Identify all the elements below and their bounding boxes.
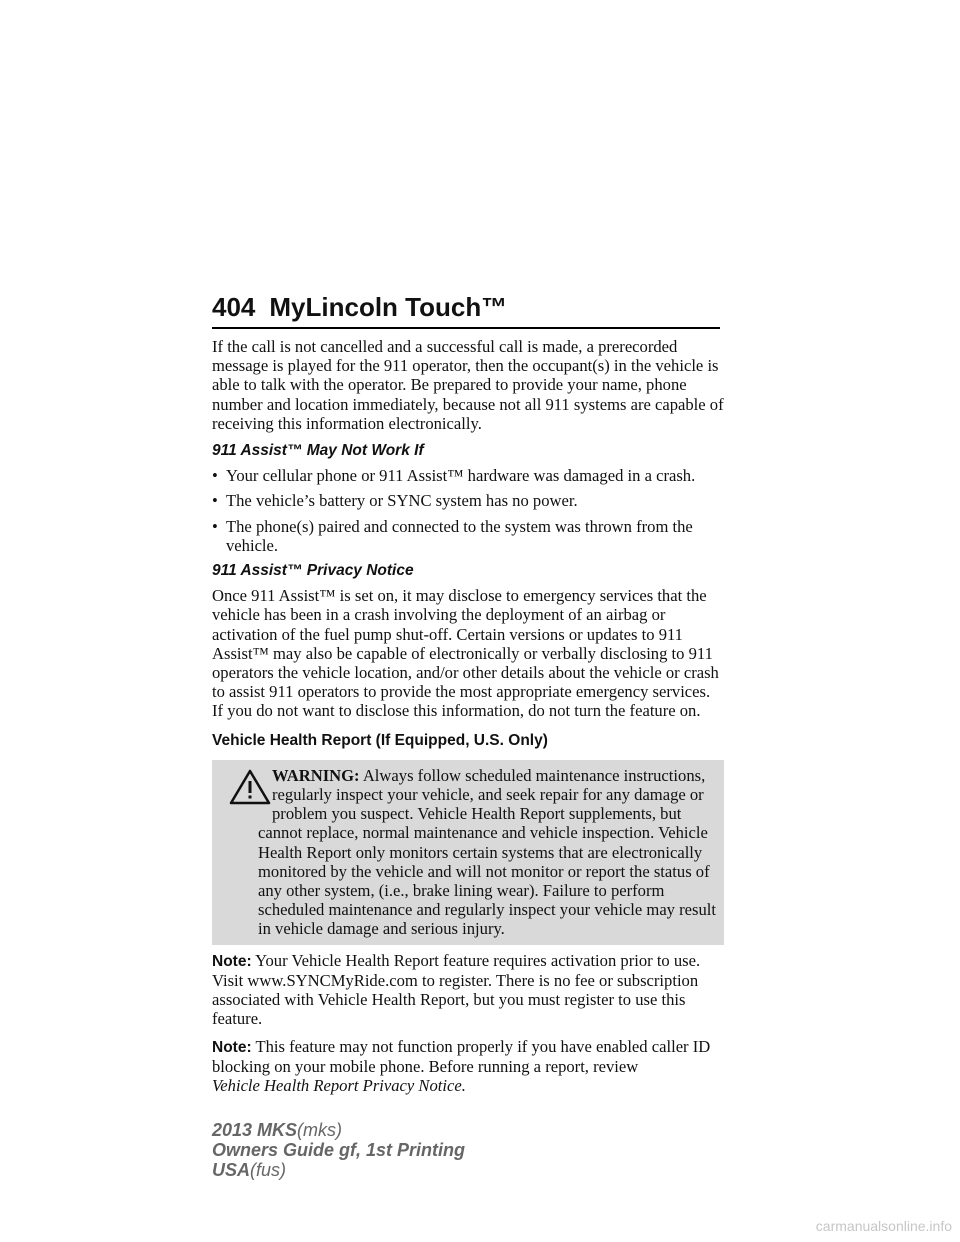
footer-line-model xyxy=(212,1120,465,1140)
warning-text: Always follow scheduled maintenance instructions, regularly inspect your vehicle, and seek repair for any damage or problem you suspect. Vehicle Health Report supplements, but cannot replace, normal maintenance and vehicle inspection. Vehicle Health Report only monitors certain systems that are electronically monitored by the vehicle and will not monitor or report the status of any other system, (i.e., brake lining wear). Failure to perform scheduled maintenance and regularly inspect your vehicle may result in vehicle damage and serious injury. xyxy=(258,765,716,939)
chapter-title: MyLincoln Touch™ xyxy=(269,292,508,322)
warning-label: WARNING: xyxy=(272,765,360,785)
page-content xyxy=(212,337,724,1103)
subhead-privacy-notice: 911 Assist™ Privacy Notice xyxy=(212,562,414,580)
page-header xyxy=(212,292,720,329)
footer-region: USA xyxy=(212,1160,251,1180)
note-text: This feature may not function properly if you have enabled caller ID blocking on your mobile phone. Before running a report, review xyxy=(212,1036,711,1076)
subhead-may-not-work: 911 Assist™ May Not Work If xyxy=(212,442,424,460)
list-item: • The vehicle’s battery or SYNC system has no power. xyxy=(212,491,724,510)
privacy-notice-reference: Vehicle Health Report Privacy Notice. xyxy=(212,1075,466,1095)
privacy-paragraph: Once 911 Assist™ is set on, it may disclose to emergency services that the vehicle has been in a crash involving the deployment of an airbag or activation of the fuel pump shut-off. Certain versions or updates to 911 Assist™ may also be capable of electronically or verbally disclosing to 911 operators the vehicle location, and/or other details about the vehicle or crash to assist 911 operators to provide the most appropriate emergency services. If you do not want to disclose this information, do not turn the feature on. xyxy=(212,586,719,721)
note-text: Your Vehicle Health Report feature requires activation prior to use. Visit www.SYNCMyRide.com to register. There is no fee or subscription associated with Vehicle Health Report, but you must register to use this feature. xyxy=(212,950,701,1029)
warning-box xyxy=(212,760,724,945)
list-item: • The phone(s) paired and connected to the system was thrown from the vehicle. xyxy=(212,517,724,555)
footer-region-code: (fus) xyxy=(250,1160,287,1180)
intro-paragraph: If the call is not cancelled and a successful call is made, a prerecorded message is played for the 911 operator, then the occupant(s) in the vehicle is able to talk with the operator. Be prepared to provide your name, phone number and location immediately, because not all 911 systems are capable of receiving this information electronically. xyxy=(212,337,724,433)
print-footer xyxy=(212,1120,465,1180)
list-item: • Your cellular phone or 911 Assist™ hardware was damaged in a crash. xyxy=(212,466,724,485)
note-1 xyxy=(212,951,724,1029)
section-title: Vehicle Health Report (If Equipped, U.S. Only) xyxy=(212,731,548,749)
warning-triangle-icon xyxy=(228,768,272,806)
page-number: 404 xyxy=(212,292,256,322)
footer-line-guide: Owners Guide gf, 1st Printing xyxy=(212,1140,466,1160)
footer-model: 2013 MKS xyxy=(212,1120,298,1140)
note-label: Note: xyxy=(212,952,252,970)
note-2 xyxy=(212,1037,724,1096)
footer-model-code: (mks) xyxy=(297,1120,343,1140)
watermark: carmanualsonline.info xyxy=(815,1218,952,1234)
note-label: Note: xyxy=(212,1038,252,1056)
bullet-list xyxy=(212,466,724,555)
footer-line-region xyxy=(212,1160,465,1180)
